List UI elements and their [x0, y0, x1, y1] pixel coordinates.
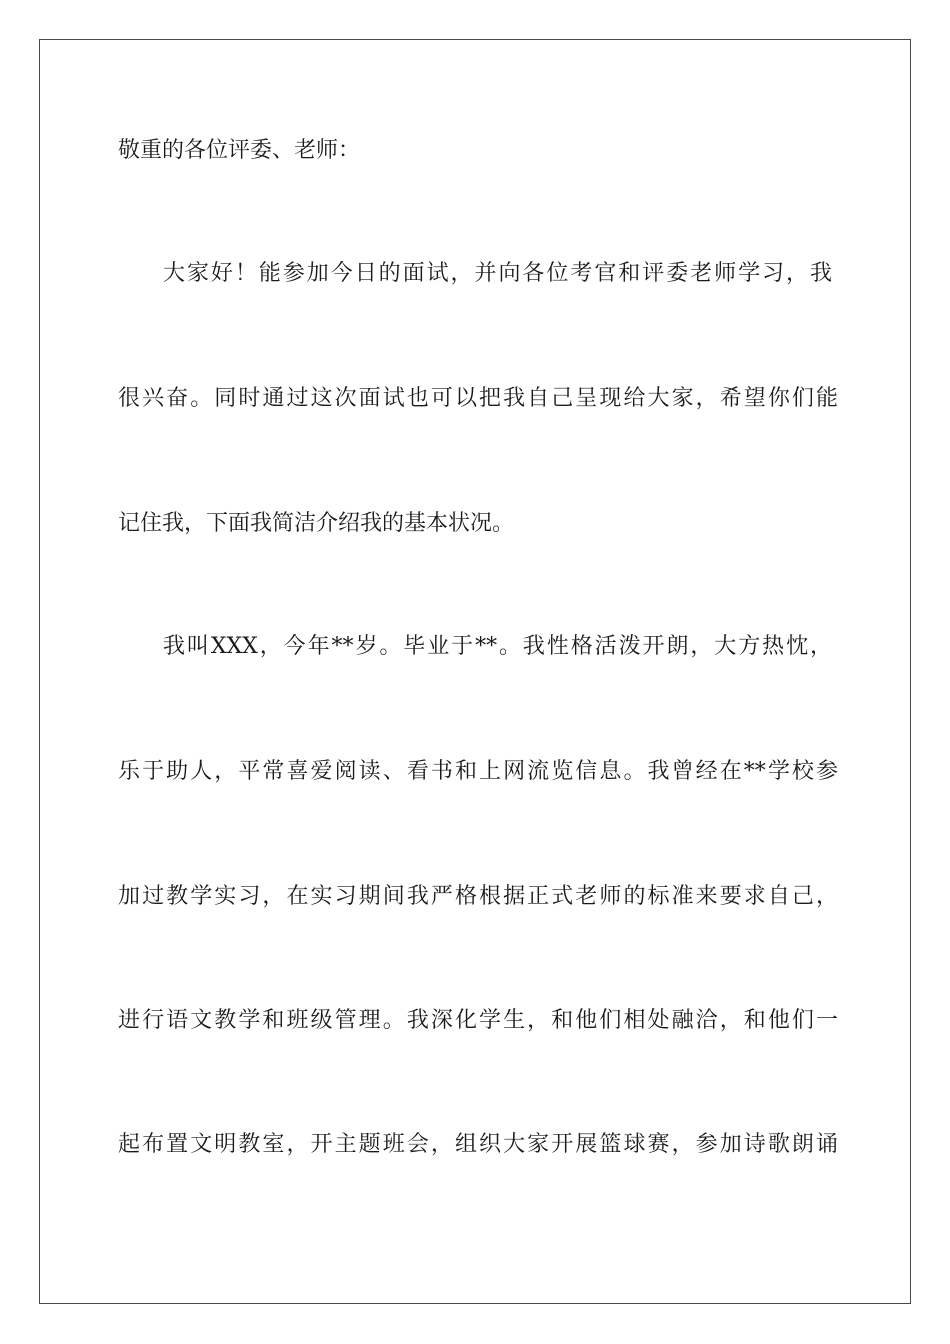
paragraph-2-line-2: 乐于助人，平常喜爱阅读、看书和上网流览信息。我曾经在**学校参	[118, 759, 838, 784]
paragraph-2-line-1: 我叫XXX，今年**岁。毕业于**。我性格活泼开朗，大方热忱，	[163, 634, 832, 659]
page-border	[39, 39, 911, 1304]
paragraph-1-line-1: 大家好！能参加今日的面试，并向各位考官和评委老师学习，我	[163, 261, 832, 286]
paragraph-1-line-3: 记住我，下面我简洁介绍我的基本状况。	[118, 511, 515, 536]
paragraph-1-line-2: 很兴奋。同时通过这次面试也可以把我自己呈现给大家，希望你们能	[118, 386, 838, 411]
paragraph-2-line-3: 加过教学实习，在实习期间我严格根据正式老师的标准来要求自己，	[118, 884, 838, 909]
salutation: 敬重的各位评委、老师：	[118, 138, 361, 163]
paragraph-2-line-5: 起布置文明教室，开主题班会，组织大家开展篮球赛，参加诗歌朗诵	[118, 1132, 838, 1157]
paragraph-2-line-4: 进行语文教学和班级管理。我深化学生，和他们相处融洽，和他们一	[118, 1008, 838, 1033]
